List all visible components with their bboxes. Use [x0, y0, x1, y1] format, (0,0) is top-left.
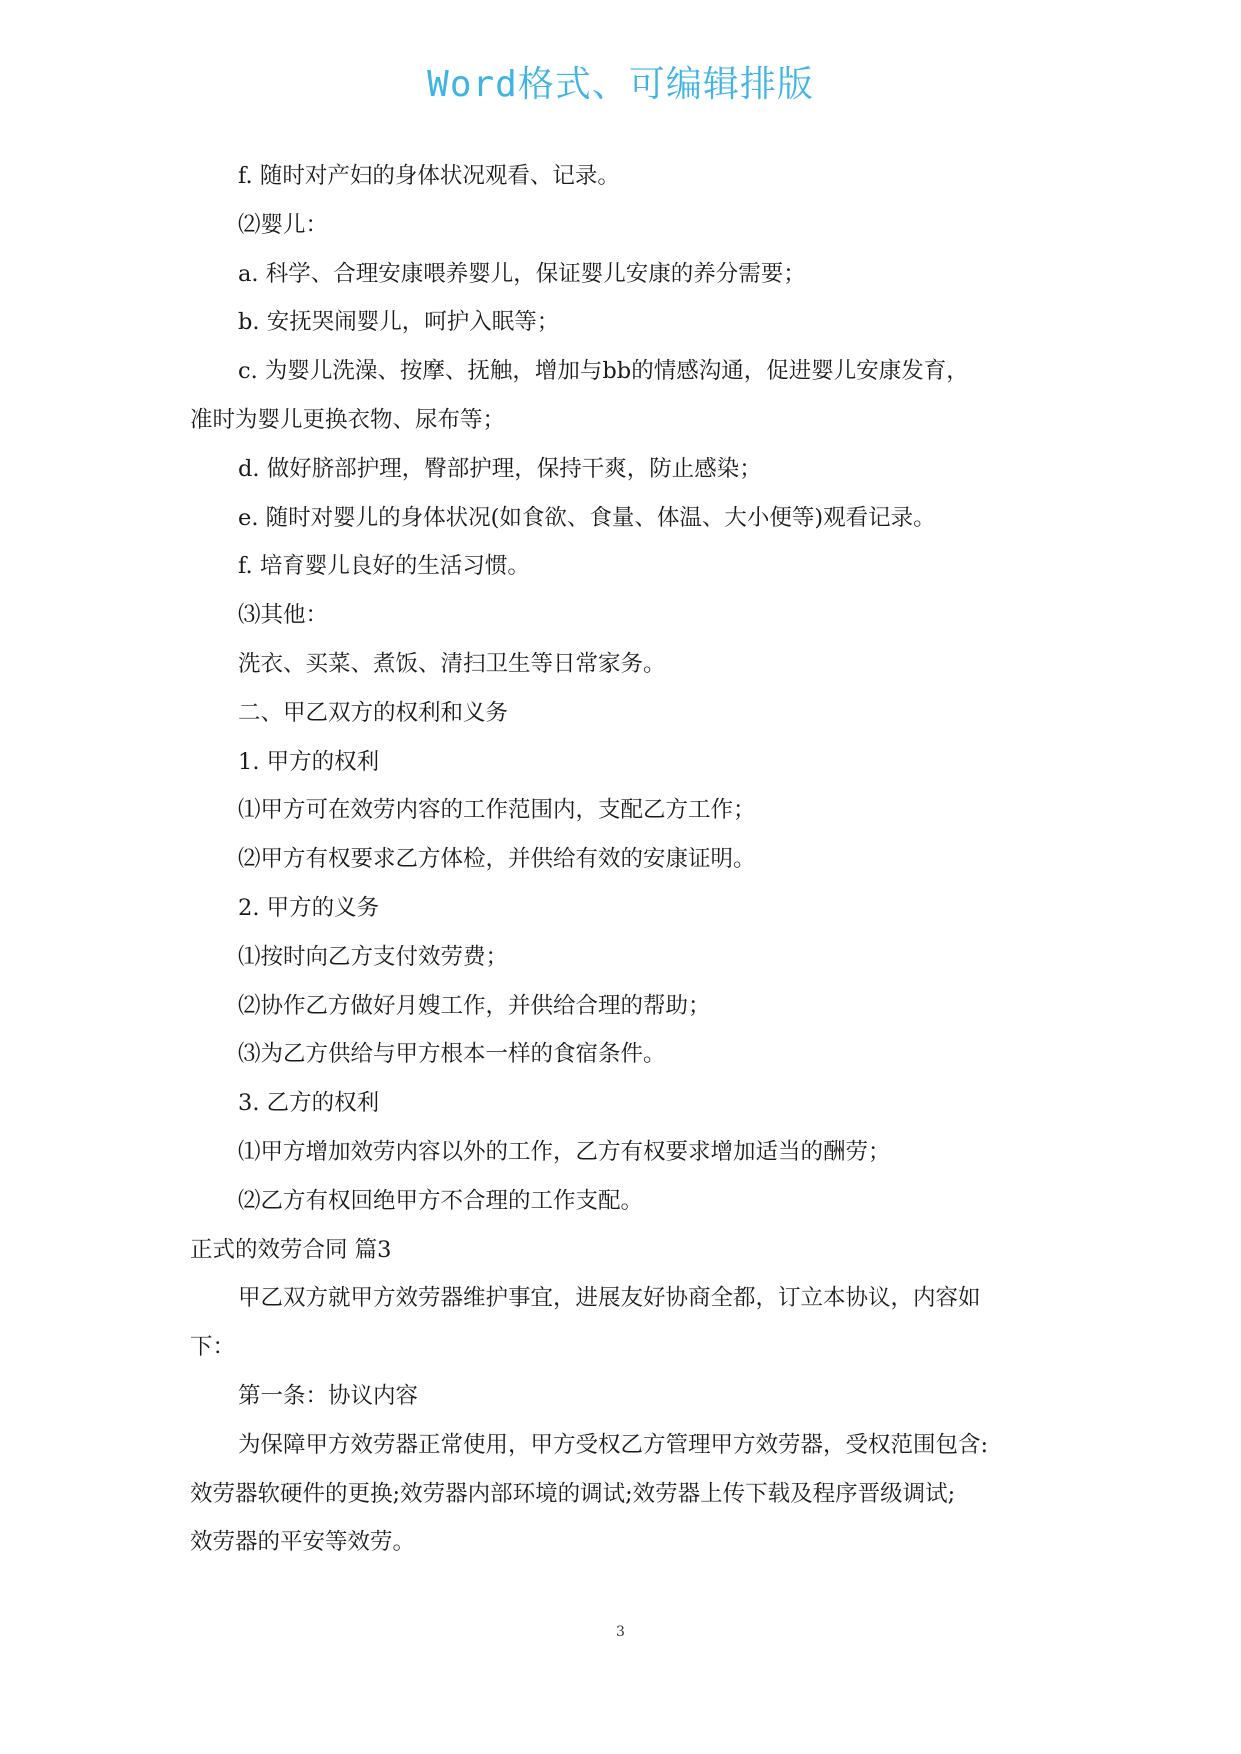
paragraph-line: c. 为婴儿洗澡、按摩、抚触，增加与bb的情感沟通，促进婴儿安康发育， — [238, 358, 969, 385]
paragraph-line: f. 培育婴儿良好的生活习惯。 — [238, 553, 530, 580]
document-body — [190, 152, 1056, 1567]
paragraph-line: ⑶其他： — [238, 602, 329, 629]
paragraph-line: ⑵甲方有权要求乙方体检，并供给有效的安康证明。 — [238, 846, 756, 873]
page-number: 3 — [616, 1624, 625, 1640]
paragraph-line: ⑴甲方增加效劳内容以外的工作，乙方有权要求增加适当的酬劳； — [238, 1138, 891, 1165]
paragraph-line: ⑵协作乙方做好月嫂工作，并供给合理的帮助； — [238, 992, 711, 1019]
subsection-heading: 1. 甲方的权利 — [238, 748, 380, 775]
paragraph-line: e. 随时对婴儿的身体状况(如食欲、食量、体温、大小便等)观看记录。 — [238, 504, 936, 531]
paragraph-line: 为保障甲方效劳器正常使用，甲方受权乙方管理甲方效劳器，受权范围包含: — [238, 1431, 989, 1458]
article-title: 正式的效劳合同 篇3 — [190, 1236, 392, 1263]
paragraph-line: 甲乙双方就甲方效劳器维护事宜，进展友好协商全都，订立本协议，内容如 — [238, 1285, 981, 1312]
paragraph-line: a. 科学、合理安康喂养婴儿，保证婴儿安康的养分需要； — [238, 260, 806, 287]
section-heading: 二、甲乙双方的权利和义务 — [238, 699, 509, 726]
paragraph-line: ⑶为乙方供给与甲方根本一样的食宿条件。 — [238, 1041, 666, 1068]
paragraph-line: ⑴甲方可在效劳内容的工作范围内，支配乙方工作； — [238, 797, 756, 824]
paragraph-line: ⑴按时向乙方支付效劳费； — [238, 943, 509, 970]
subsection-heading: 2. 甲方的义务 — [238, 894, 380, 921]
paragraph-line: 下： — [190, 1334, 236, 1361]
paragraph-line: 效劳器软硬件的更换;效劳器内部环境的调试;效劳器上传下载及程序晋级调试; — [190, 1480, 956, 1507]
paragraph-line: 洗衣、买菜、煮饭、清扫卫生等日常家务。 — [238, 650, 666, 677]
paragraph-line: f. 随时对产妇的身体状况观看、记录。 — [238, 163, 620, 189]
paragraph-line: ⑵乙方有权回绝甲方不合理的工作支配。 — [238, 1187, 644, 1214]
paragraph-line: 准时为婴儿更换衣物、尿布等； — [190, 406, 506, 433]
paragraph-line: b. 安抚哭闹婴儿，呵护入眠等； — [238, 309, 560, 336]
paragraph-line: ⑵婴儿： — [238, 211, 329, 238]
document-header-title: Word格式、可编辑排版 — [427, 64, 814, 105]
subsection-heading: 3. 乙方的权利 — [238, 1090, 380, 1117]
clause-heading: 第一条：协议内容 — [238, 1382, 419, 1409]
paragraph-line: d. 做好脐部护理，臀部护理，保持干爽，防止感染； — [238, 455, 762, 482]
paragraph-line: 效劳器的平安等效劳。 — [190, 1529, 416, 1556]
